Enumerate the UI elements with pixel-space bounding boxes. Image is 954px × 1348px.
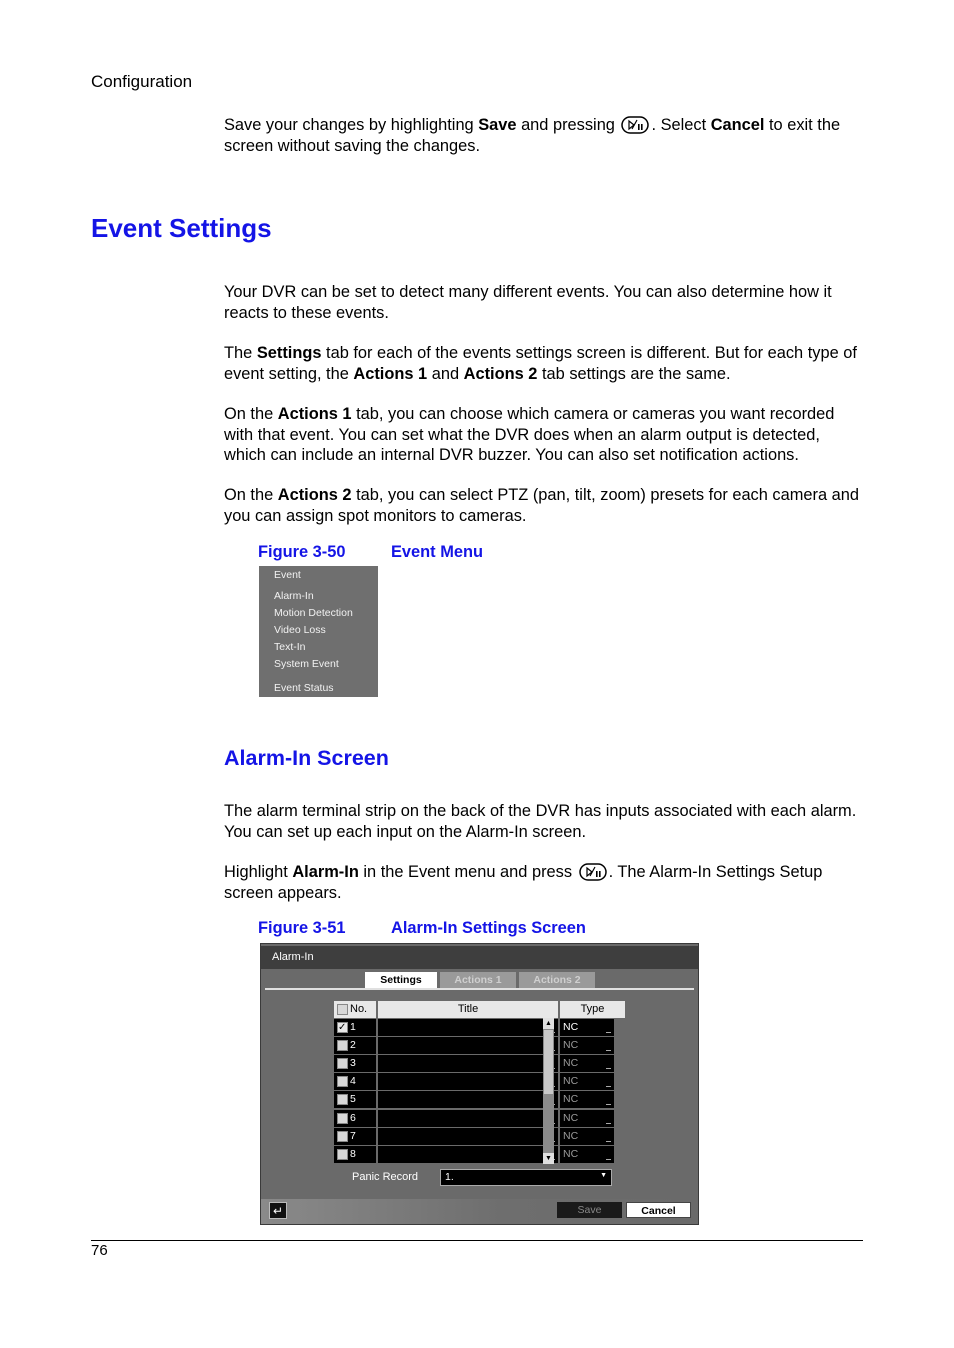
text-run: tab settings are the same. <box>537 364 731 383</box>
chevron-down-icon: ▼ <box>600 1172 607 1179</box>
panic-record-select[interactable] <box>440 1169 612 1186</box>
event-settings-paragraph-2 <box>224 343 864 384</box>
row-number-cell[interactable] <box>334 1037 376 1054</box>
menu-item-motion-detection[interactable]: Motion Detection <box>274 607 353 619</box>
menu-item-text-in[interactable]: Text-In <box>274 641 306 653</box>
cancel-button[interactable]: Cancel <box>626 1202 691 1218</box>
event-settings-paragraph-1: Your DVR can be set to detect many different events. You can also determine how it reacts to these events. <box>224 283 832 322</box>
column-header-title[interactable]: Title <box>378 1001 558 1018</box>
type-value: NC <box>563 1075 579 1088</box>
dropdown-mark <box>606 1159 611 1160</box>
return-arrow-icon[interactable]: ↵ <box>269 1202 287 1219</box>
title-input[interactable] <box>378 1110 558 1127</box>
scrollbar-thumb[interactable] <box>544 1030 553 1094</box>
dropdown-mark <box>606 1050 611 1051</box>
text-run: tab for each of the events settings screen is different. But for each type of event setting, the <box>224 344 857 383</box>
dropdown-mark <box>606 1141 611 1142</box>
save-button[interactable]: Save <box>557 1202 622 1218</box>
checkbox[interactable] <box>337 1131 348 1142</box>
play-pause-button-icon <box>579 863 607 881</box>
menu-item-video-loss[interactable]: Video Loss <box>274 624 326 636</box>
panic-record-label: Panic Record <box>352 1171 419 1183</box>
scroll-down-icon[interactable]: ▼ <box>543 1153 554 1164</box>
select-all-checkbox[interactable] <box>337 1004 348 1015</box>
type-value: NC <box>563 1021 579 1033</box>
bold-term: Actions 1 <box>353 364 428 383</box>
tab-bar <box>265 971 694 990</box>
bold-term: Save <box>478 116 517 134</box>
row-number-cell[interactable] <box>334 1091 376 1108</box>
bold-term: Actions 2 <box>463 364 538 383</box>
type-value: NC <box>563 1147 579 1160</box>
alarm-in-settings-screen <box>260 943 699 1225</box>
checkbox[interactable] <box>337 1149 348 1160</box>
event-menu-title: Event <box>274 569 301 581</box>
menu-item-event-status[interactable]: Event Status <box>274 682 334 694</box>
row-number-cell[interactable] <box>334 1146 376 1163</box>
title-input[interactable] <box>378 1128 558 1145</box>
text-run: to exit the screen without saving the changes. <box>224 116 841 155</box>
text-run: and pressing <box>516 116 620 134</box>
column-header-type[interactable]: Type <box>560 1001 625 1018</box>
type-select[interactable] <box>560 1091 614 1108</box>
text-run: . The Alarm-In Settings Setup screen appears. <box>224 863 823 902</box>
row-number-cell[interactable] <box>334 1073 376 1090</box>
column-header-no[interactable] <box>334 1001 376 1018</box>
bold-term: Cancel <box>710 116 765 134</box>
title-input[interactable] <box>378 1073 558 1090</box>
type-select[interactable] <box>560 1019 614 1036</box>
figure-caption: Alarm-In Settings Screen <box>391 919 586 937</box>
type-select[interactable] <box>560 1037 614 1054</box>
title-input[interactable] <box>378 1146 558 1163</box>
alarm-in-paragraph-2 <box>224 862 864 903</box>
screen-title-bar <box>261 946 698 969</box>
text-run: The <box>224 344 257 362</box>
row-number: 7 <box>350 1129 356 1142</box>
row-number: 2 <box>350 1039 356 1052</box>
bold-term: Alarm-In <box>292 863 359 881</box>
checked-checkbox[interactable] <box>337 1022 348 1033</box>
event-menu <box>259 566 378 697</box>
row-number: 6 <box>350 1111 356 1124</box>
figure-number: Figure 3-51 <box>258 919 346 937</box>
row-number: 1 <box>350 1021 356 1033</box>
tab-actions-2[interactable]: Actions 2 <box>519 972 595 988</box>
panic-record-value: 1. <box>445 1171 454 1183</box>
save-instructions <box>224 115 864 156</box>
column-header-no-label: No. <box>350 1003 368 1015</box>
bold-term: Actions 2 <box>277 486 352 504</box>
text-run: . Select <box>651 116 711 134</box>
checkbox[interactable] <box>337 1040 348 1051</box>
row-number-cell[interactable] <box>334 1128 376 1145</box>
text-run: in the Event menu and press <box>358 863 577 881</box>
text-run: Save your changes by highlighting <box>224 116 479 134</box>
menu-item-alarm-in[interactable]: Alarm-In <box>274 590 314 602</box>
type-value: NC <box>563 1129 579 1142</box>
menu-item-system-event[interactable]: System Event <box>274 658 339 670</box>
type-select[interactable] <box>560 1128 614 1145</box>
text-run: On the <box>224 486 278 504</box>
dropdown-mark <box>606 1068 611 1069</box>
event-settings-paragraph-4 <box>224 485 864 526</box>
screen-bottom-bar <box>261 1199 698 1225</box>
text-run: Highlight <box>224 863 293 881</box>
type-select[interactable] <box>560 1073 614 1090</box>
event-settings-paragraph-3 <box>224 404 864 466</box>
figure-number: Figure 3-50 <box>258 543 346 561</box>
checkbox[interactable] <box>337 1094 348 1105</box>
text-run: tab, you can choose which camera or cameras you want recorded with that event. You can set what the DVR does when an alarm output is detected, which can include an internal DVR buzzer. You can also set notification actions. <box>224 405 835 464</box>
bold-term: Actions 1 <box>277 405 352 423</box>
footer-rule <box>91 1240 863 1241</box>
bold-term: Settings <box>256 344 322 362</box>
checkmark-icon: ✓ <box>338 1022 347 1033</box>
row-number: 8 <box>350 1147 356 1160</box>
row-number: 5 <box>350 1093 356 1106</box>
alarm-in-paragraph-1: The alarm terminal strip on the back of the DVR has inputs associated with each alarm. You can set up each input on the Alarm-In screen. <box>224 802 857 841</box>
table-scrollbar[interactable] <box>543 1018 554 1164</box>
dropdown-mark <box>606 1123 611 1124</box>
text-run: and <box>427 364 464 383</box>
type-value: NC <box>563 1093 579 1106</box>
screen-title: Alarm-In <box>272 951 314 963</box>
subsection-heading-alarm-in: Alarm-In Screen <box>224 746 389 770</box>
tab-actions-1[interactable]: Actions 1 <box>440 972 516 988</box>
dropdown-mark <box>606 1032 611 1033</box>
type-select[interactable] <box>560 1055 614 1072</box>
row-number-cell[interactable] <box>334 1110 376 1127</box>
row-number: 3 <box>350 1057 356 1070</box>
text-run: tab, you can select PTZ (pan, tilt, zoom) presets for each camera and you can assign spot monitors to cameras. <box>224 486 859 525</box>
title-input[interactable] <box>378 1019 558 1036</box>
title-input[interactable] <box>378 1091 558 1108</box>
play-pause-button-icon <box>621 116 649 134</box>
title-input[interactable] <box>378 1055 558 1072</box>
type-value: NC <box>563 1111 579 1124</box>
type-select[interactable] <box>560 1110 614 1127</box>
dropdown-mark <box>606 1086 611 1087</box>
checkbox[interactable] <box>337 1076 348 1087</box>
checkbox[interactable] <box>337 1058 348 1069</box>
checkbox[interactable] <box>337 1113 348 1124</box>
type-value: NC <box>563 1057 579 1070</box>
text-run: On the <box>224 405 278 423</box>
figure-caption: Event Menu <box>391 543 483 561</box>
section-heading-event-settings: Event Settings <box>91 213 272 243</box>
tab-settings[interactable]: Settings <box>365 972 437 988</box>
row-number-cell[interactable] <box>334 1019 376 1036</box>
type-value: NC <box>563 1039 579 1052</box>
running-header: Configuration <box>91 72 193 91</box>
scroll-up-icon[interactable]: ▲ <box>543 1018 554 1029</box>
dropdown-mark <box>606 1104 611 1105</box>
title-input[interactable] <box>378 1037 558 1054</box>
row-number-cell[interactable] <box>334 1055 376 1072</box>
type-select[interactable] <box>560 1146 614 1163</box>
page-number: 76 <box>91 1242 108 1259</box>
row-number: 4 <box>350 1075 356 1088</box>
